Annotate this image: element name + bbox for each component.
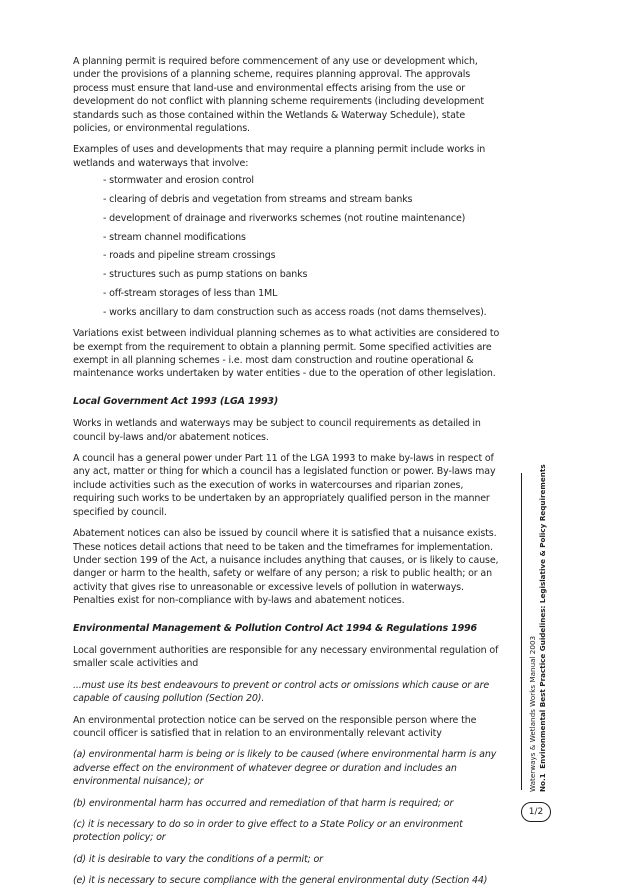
sidebar-divider <box>521 473 522 790</box>
guideline-name: Environmental Best Practice Guidelines: Legislative & Policy Requirements <box>537 464 547 769</box>
clause-e: (e) it is necessary to secure compliance with the general environmental duty (Section 44) <box>73 875 488 887</box>
intro-paragraph: A planning permit is required before commencement of any use or development which, under the provisions of a planning scheme, requires planning approval. The approvals process must ensure that land-use and environmental effects arising from the use or development do not conflict with planning scheme requirements (including development standards such as those contained within the Wetlands & Waterway Schedule), state policies, or environmental regulations. <box>73 56 484 135</box>
list-item: - stormwater and erosion control <box>103 175 254 187</box>
sidebar-running-title <box>528 464 547 792</box>
lga-paragraph-1: Works in wetlands and waterways may be subject to council requirements as detailed in council by-laws and/or abatement notices. <box>73 418 481 443</box>
section-20-quote: ...must use its best endeavours to prevent or control acts or omissions which cause or are capable of causing pollution (Section 20). <box>73 679 490 705</box>
list-item: - stream channel modifications <box>103 231 246 243</box>
list-item: - works ancillary to dam construction such as access roads (not dams themselves). <box>103 306 487 318</box>
page-number-badge: 1/2 <box>521 802 551 822</box>
list-item: - structures such as pump stations on banks <box>103 269 308 281</box>
empca-heading: Environmental Management & Pollution Control Act 1994 & Regulations 1996 <box>73 622 477 634</box>
guideline-number: No.1 <box>537 773 547 792</box>
variations-paragraph: Variations exist between individual planning schemes as to what activities are considered to be exempt from the requirement to obtain a planning permit. Some specified activities are exempt in all planning schemes - i.e. most dam construction and routine operational & maintenance works undertaken by water entities - due to the operation of other legislation. <box>73 328 500 380</box>
list-item: - development of drainage and riverworks schemes (not routine maintenance) <box>103 212 466 224</box>
empca-paragraph-2: An environmental protection notice can be served on the responsible person where the council officer is satisfied that in relation to an environmentally relevant activity <box>73 714 477 739</box>
lga-heading: Local Government Act 1993 (LGA 1993) <box>73 395 279 407</box>
list-item: - roads and pipeline stream crossings <box>103 250 276 262</box>
lga-paragraph-3: Abatement notices can also be issued by council where it is satisfied that a nuisance exists. These notices detail actions that need to be taken and the timeframes for implementation. Under section 199 of the Act, a nuisance includes anything that causes, or is likely to cause, danger or harm to the health, safety or welfare of any person; a risk to public health; or an activity that gives rise to unreasonable or excessive levels of pollution in waterways. Penalties exist for non-compliance with by-laws and abatement notices. <box>73 528 499 607</box>
examples-list <box>103 174 503 319</box>
list-item: - off-stream storages of less than 1ML <box>103 288 278 300</box>
clause-a: (a) environmental harm is being or is likely to be caused (where environmental harm is any adverse effect on the environment of whatever degree or duration and includes an environmental nuisance); or <box>73 749 497 788</box>
list-item: - clearing of debris and vegetation from streams and stream banks <box>103 194 413 206</box>
guideline-title <box>537 464 548 792</box>
clause-b: (b) environmental harm has occurred and remediation of that harm is required; or <box>73 797 454 809</box>
empca-paragraph-1: Local government authorities are responsible for any necessary environmental regulation of smaller scale activities and <box>73 644 499 670</box>
examples-intro: Examples of uses and developments that may require a planning permit include works in wetlands and waterways that involve: <box>73 144 486 169</box>
manual-title: Waterways & Wetlands Works Manual 2003 <box>528 635 537 792</box>
lga-paragraph-2: A council has a general power under Part 11 of the LGA 1993 to make by-laws in respect of any act, matter or thing for which a council has a legislated function or power. By-laws may include activities such as the execution of works in watercourses and riparian zones, requiring such works to be undertaken by an appropriately qualified person in the manner specified by council. <box>73 453 496 518</box>
clause-c: (c) it is necessary to do so in order to give effect to a State Policy or an environment protection policy; or <box>73 819 463 844</box>
clause-d: (d) it is desirable to vary the conditions of a permit; or <box>73 853 323 865</box>
main-content <box>73 55 503 896</box>
